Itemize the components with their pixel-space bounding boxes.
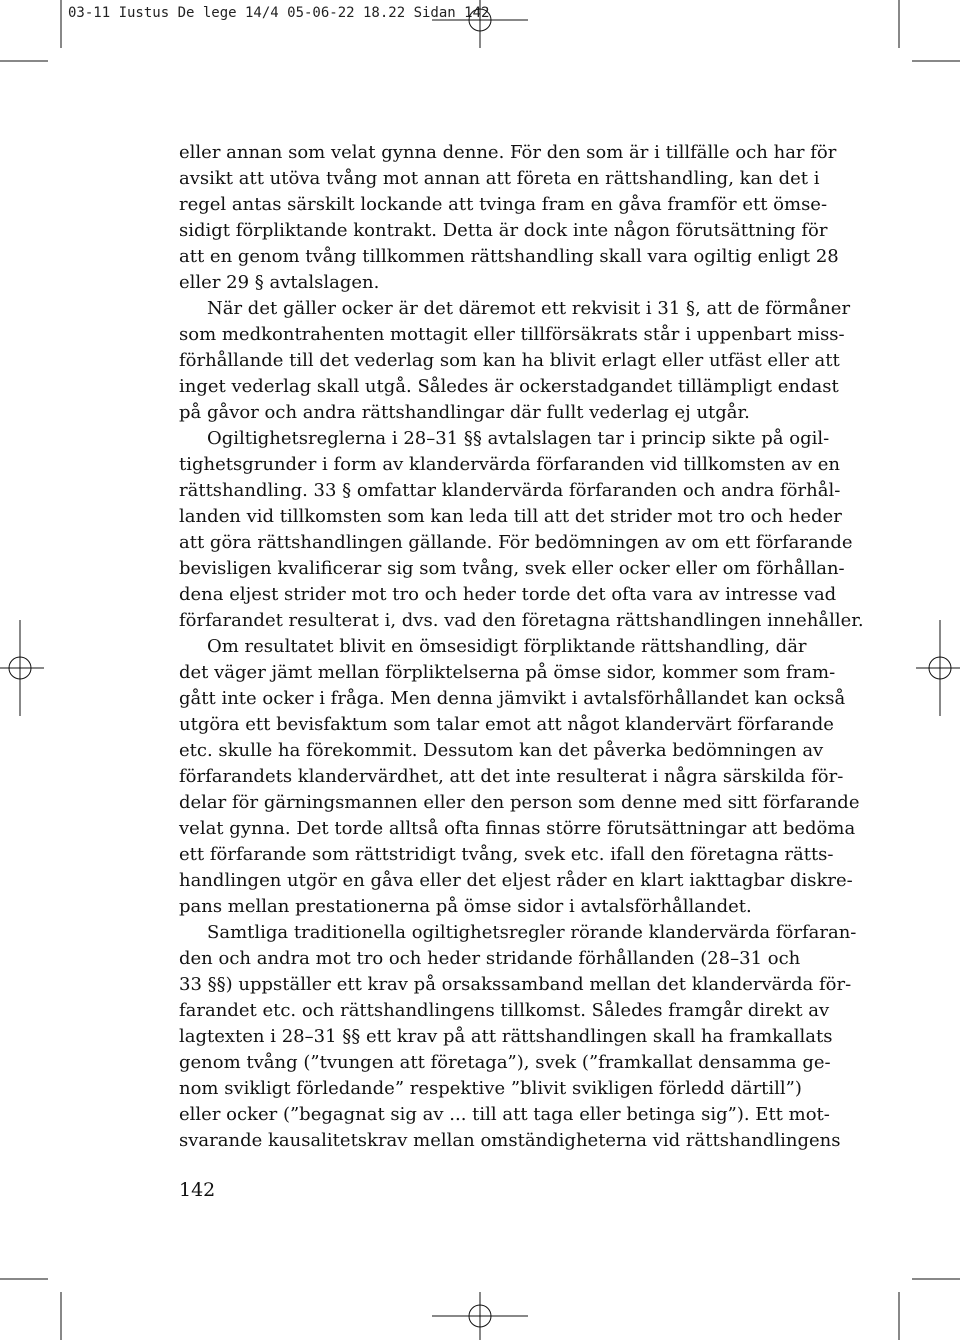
text-line: velat gynna. Det torde alltså ofta finnas större förutsättningar att bedöma: [179, 818, 856, 839]
text-line: rättshandling. 33 § omfattar klandervärda förfaranden och andra förhål-: [179, 480, 841, 501]
registration-mark-top: [432, 0, 528, 48]
text-line: bevisligen kvalificerar sig som tvång, svek eller ocker eller om förhållan-: [179, 558, 845, 579]
text-line: inget vederlag skall utgå. Således är ockerstadgandet tillämpligt endast: [179, 376, 839, 397]
page-number: 142: [179, 1179, 216, 1201]
body-text: [179, 140, 864, 1154]
text-line: eller 29 § avtalslagen.: [179, 272, 380, 293]
text-line: Ogiltighetsreglerna i 28–31 §§ avtalslagen tar i princip sikte på ogil-: [207, 428, 830, 449]
text-line: förfarandets klandervärdhet, att det inte resulterat i några särskilda för-: [179, 766, 844, 787]
text-line: gått inte ocker i fråga. Men denna jämvikt i avtalsförhållandet kan också: [179, 688, 846, 709]
text-line: förfarandet resulterat i, dvs. vad den företagna rättshandlingen innehåller.: [179, 610, 864, 631]
text-line: Om resultatet blivit en ömsesidigt förpliktande rättshandling, där: [207, 636, 807, 657]
text-line: dena eljest strider mot tro och heder torde det ofta vara av intresse vad: [179, 584, 837, 605]
text-line: sidigt förpliktande kontrakt. Detta är dock inte någon förutsättning för: [179, 220, 828, 241]
text-line: delar för gärningsmannen eller den person som denne med sitt förfarande: [179, 792, 860, 813]
text-line: ett förfarande som rättstridigt tvång, svek etc. ifall den företagna rätts-: [179, 844, 834, 865]
text-line: 33 §§) uppställer ett krav på orsakssamband mellan det klandervärda för-: [179, 974, 852, 995]
text-line: eller ocker (”begagnat sig av ... till att taga eller betinga sig”). Ett mot-: [179, 1104, 830, 1125]
text-line: lagtexten i 28–31 §§ ett krav på att rättshandlingen skall ha framkallats: [179, 1026, 833, 1047]
text-line: svarande kausalitetskrav mellan omständigheterna vid rättshandlingens: [179, 1130, 841, 1151]
text-line: på gåvor och andra rättshandlingar där fullt vederlag ej utgår.: [179, 402, 750, 423]
text-line: nom svikligt förledande” respektive ”blivit svikligen förledd därtill”): [179, 1078, 802, 1099]
text-line: handlingen utgör en gåva eller det eljest råder en klart iakttagbar diskre-: [179, 870, 853, 891]
text-line: att göra rättshandlingen gällande. För bedömningen av om ett förfarande: [179, 532, 853, 553]
text-line: tighetsgrunder i form av klandervärda förfaranden vid tillkomsten av en: [179, 454, 840, 475]
text-line: farandet etc. och rättshandlingens tillkomst. Således framgår direkt av: [179, 1000, 830, 1021]
text-line: landen vid tillkomsten som kan leda till att det strider mot tro och heder: [179, 506, 842, 527]
text-line: avsikt att utöva tvång mot annan att företa en rättshandling, kan det i: [179, 168, 820, 189]
registration-mark-left: [0, 620, 44, 716]
text-line: förhållande till det vederlag som kan ha blivit erlagt eller utfäst eller att: [179, 350, 840, 371]
text-line: pans mellan prestationerna på ömse sidor i avtalsförhållandet.: [179, 896, 752, 917]
text-line: den och andra mot tro och heder stridande förhållanden (28–31 och: [179, 948, 801, 969]
text-line: utgöra ett bevisfaktum som talar emot att något klandervärt förfarande: [179, 714, 834, 735]
text-line: det väger jämt mellan förpliktelserna på ömse sidor, kommer som fram-: [179, 662, 836, 683]
text-line: regel antas särskilt lockande att tvinga fram en gåva framför ett ömse-: [179, 194, 828, 215]
registration-mark-bottom: [432, 1292, 528, 1340]
text-line: etc. skulle ha förekommit. Dessutom kan det påverka bedömningen av: [179, 740, 824, 761]
registration-mark-right: [916, 620, 960, 716]
text-line: som medkontrahenten mottagit eller tillförsäkrats står i uppenbart miss-: [179, 324, 845, 345]
print-slug: 03-11 Iustus De lege 14/4 05-06-22 18.22 Sidan 142: [68, 5, 490, 21]
text-line: genom tvång (”tvungen att företaga”), svek (”framkallat densamma ge-: [179, 1052, 831, 1073]
text-line: att en genom tvång tillkommen rättshandling skall vara ogiltig enligt 28: [179, 246, 839, 267]
text-line: eller annan som velat gynna denne. För den som är i tillfälle och har för: [179, 142, 837, 163]
text-line: När det gäller ocker är det däremot ett rekvisit i 31 §, att de förmåner: [207, 298, 851, 319]
text-line: Samtliga traditionella ogiltighetsregler rörande klandervärda förfaran-: [207, 922, 857, 943]
